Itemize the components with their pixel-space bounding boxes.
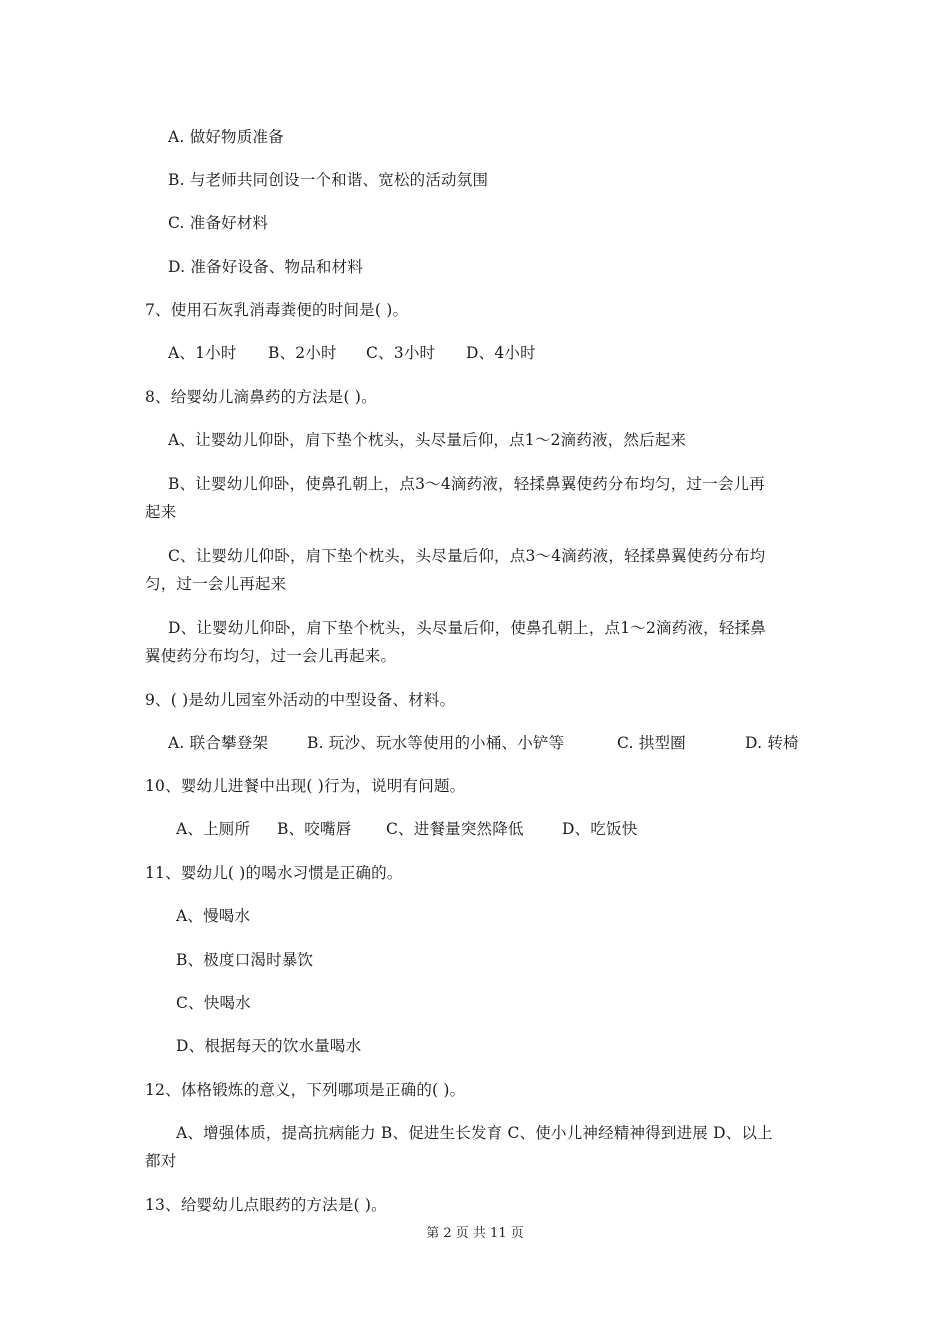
q7-options xyxy=(168,339,536,367)
q11-option-d: D、根据每天的饮水量喝水 xyxy=(176,1037,362,1055)
q7-stem: 7、使用石灰乳消毒粪便的时间是( )。 xyxy=(145,301,409,319)
q8-option-b-line1: B、让婴幼儿仰卧，使鼻孔朝上，点3～4滴药液，轻揉鼻翼使药分布均匀，过一会儿再 xyxy=(168,475,765,493)
q13-stem: 13、给婴幼儿点眼药的方法是( )。 xyxy=(145,1196,387,1214)
q7-option-d: D、4小时 xyxy=(466,344,536,362)
q8-option-d-line1: D、让婴幼儿仰卧，肩下垫个枕头，头尽量后仰，使鼻孔朝上，点1～2滴药液，轻揉鼻 xyxy=(168,619,766,637)
q8-option-d-line2: 翼使药分布均匀，过一会儿再起来。 xyxy=(145,647,397,665)
q8-option-c-line2: 匀，过一会儿再起来 xyxy=(145,575,287,593)
q11-stem: 11、婴幼儿( )的喝水习惯是正确的。 xyxy=(145,864,403,882)
page-footer: 第 2 页 共 11 页 xyxy=(426,1226,524,1241)
q6-option-d: D. 准备好设备、物品和材料 xyxy=(168,258,364,276)
q9-options xyxy=(168,729,799,757)
q10-option-c: C、进餐量突然降低 xyxy=(386,820,524,838)
q12-stem: 12、体格锻炼的意义，下列哪项是正确的( )。 xyxy=(145,1081,466,1099)
q6-option-b: B. 与老师共同创设一个和谐、宽松的活动氛围 xyxy=(168,171,489,189)
q10-option-b: B、咬嘴唇 xyxy=(277,820,352,838)
q7-option-b: B、2小时 xyxy=(268,344,337,362)
q9-option-b: B. 玩沙、玩水等使用的小桶、小铲等 xyxy=(307,734,565,752)
q6-option-a: A. 做好物质准备 xyxy=(168,128,284,146)
q7-option-c: C、3小时 xyxy=(366,344,436,362)
q11-option-b: B、极度口渴时暴饮 xyxy=(176,951,314,969)
q10-option-a: A、上厕所 xyxy=(176,820,251,838)
q10-option-d: D、吃饭快 xyxy=(562,820,638,838)
q9-option-d: D. 转椅 xyxy=(745,734,799,752)
q11-option-c: C、快喝水 xyxy=(176,994,251,1012)
q9-option-a: A. 联合攀登架 xyxy=(168,734,269,752)
q8-option-c-line1: C、让婴幼儿仰卧，肩下垫个枕头，头尽量后仰，点3～4滴药液，轻揉鼻翼使药分布均 xyxy=(168,547,766,565)
q12-options-line1: A、增强体质，提高抗病能力 B、促进生长发育 C、使小儿神经精神得到进展 D、以上 xyxy=(176,1124,773,1142)
q8-option-a: A、让婴幼儿仰卧，肩下垫个枕头，头尽量后仰，点1～2滴药液，然后起来 xyxy=(168,431,687,449)
q10-options xyxy=(176,815,637,843)
q10-stem: 10、婴幼儿进餐中出现( )行为，说明有问题。 xyxy=(145,777,466,795)
q7-option-a: A、1小时 xyxy=(168,344,237,362)
q11-option-a: A、慢喝水 xyxy=(176,907,251,925)
q12-options-line2: 都对 xyxy=(145,1152,177,1170)
q8-option-b-line2: 起来 xyxy=(145,503,177,521)
q8-stem: 8、给婴幼儿滴鼻药的方法是( )。 xyxy=(145,388,377,406)
q9-stem: 9、( )是幼儿园室外活动的中型设备、材料。 xyxy=(145,691,456,709)
q9-option-c: C. 拱型圈 xyxy=(617,734,686,752)
q6-option-c: C. 准备好材料 xyxy=(168,214,269,232)
